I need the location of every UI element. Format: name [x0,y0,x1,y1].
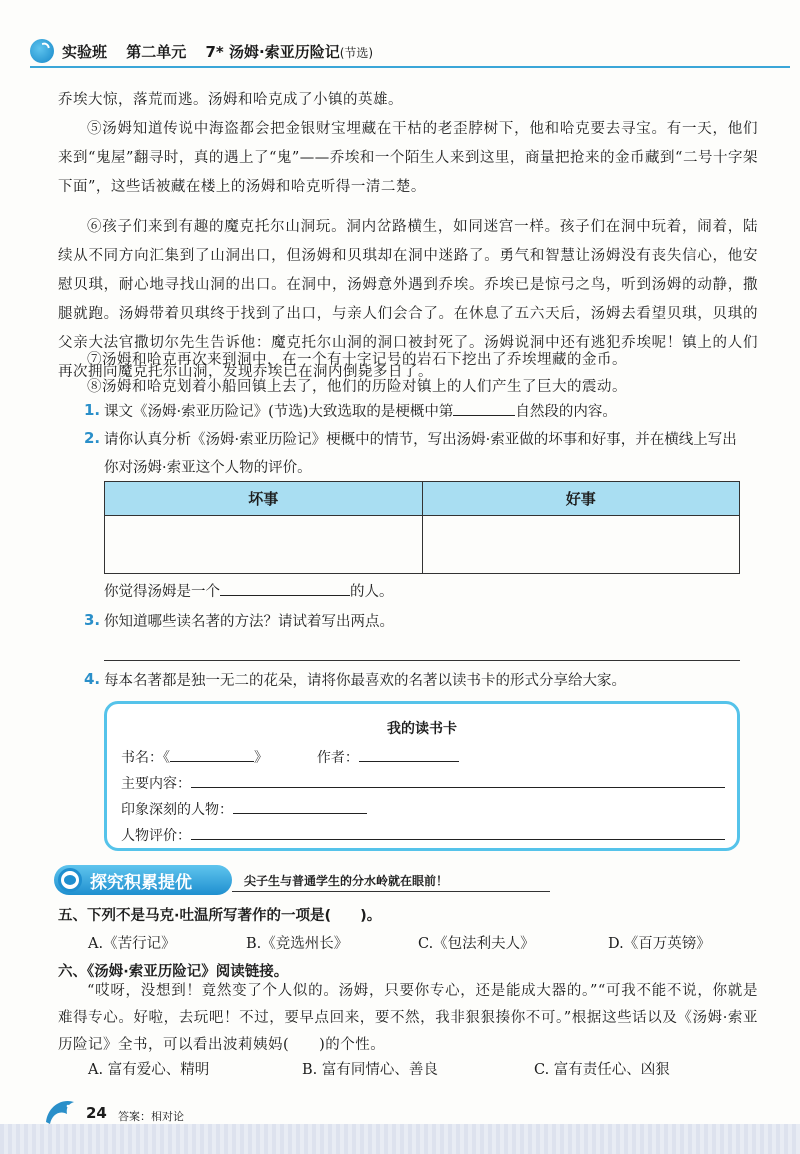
section-5-option-a[interactable]: A.《苦行记》 [88,936,176,952]
question-1: 课文《汤姆·索亚历险记》(节选)大致选取的是梗概中第 自然段的内容。 [104,398,744,426]
column-good-deeds: 好事 [565,490,596,508]
header-divider [30,66,790,68]
section-6-title: 六、《汤姆·索亚历险记》阅读链接。 [58,964,289,980]
reading-card [104,701,740,851]
question-4-number: 4. [84,670,101,688]
banner-tagline: 尖子生与普通学生的分水岭就在眼前！ [244,874,449,888]
feather-logo-icon [30,39,54,63]
deeds-table [104,481,740,574]
section-6-passage: “哎呀，没想到！竟然变了个人似的。汤姆，只要你专心，还是能成大器的。”“可我不能不说，你就是难得专心。好啦，去玩吧！不过，要早点回来，要不然，我非狠狠揍你不可。”根据这些话以及《汤姆·索亚历险记》全书，可以看出波莉姨妈( )的个性。 [58,983,758,1053]
bad-deeds-cell[interactable] [105,516,423,574]
footer-answer: 答案：相对论 [118,1110,184,1123]
question-2-number: 2. [84,429,101,447]
card-evaluation-row: 人物评价： [121,822,725,846]
footer-bar [0,1124,800,1154]
card-content-row: 主要内容： [121,770,725,794]
question-3-answer-line[interactable] [104,660,740,661]
page-number: 24 [86,1104,107,1122]
content-blank[interactable] [191,770,725,788]
tom-evaluation: 你觉得汤姆是一个 的人。 [104,578,744,606]
question-1-blank[interactable] [453,398,515,416]
section-banner [54,865,504,895]
tom-evaluation-blank[interactable] [220,578,350,596]
question-2-text: 请你认真分析《汤姆·索亚历险记》梗概中的情节，写出汤姆·索亚做的坏事和好事，并在横线上写出你对汤姆·索亚这个人物的评价。 [104,432,737,476]
story-paragraph-8: ⑧汤姆和哈克划着小船回镇上去了，他们的历险对镇上的人们产生了巨大的震动。 [87,379,627,395]
story-paragraph-top: 乔埃大惊，落荒而逃。汤姆和哈克成了小镇的英雄。 [58,92,403,108]
character-blank[interactable] [233,796,367,814]
header-unit: 第二单元 [126,42,187,61]
good-deeds-cell[interactable] [423,516,740,574]
question-1-number: 1. [84,401,101,419]
section-5-option-b[interactable]: B.《竞选州长》 [246,936,349,952]
section-5-title: 五、下列不是马克·吐温所写著作的一项是( )。 [58,908,382,924]
book-name-blank[interactable] [170,744,254,762]
section-5-option-c[interactable]: C.《包法利夫人》 [418,936,535,952]
author-blank[interactable] [359,744,459,762]
column-bad-deeds: 坏事 [105,482,423,515]
section-6-option-c[interactable]: C. 富有责任心、凶狠 [534,1062,670,1078]
story-paragraph-5: ⑤汤姆知道传说中海盗都会把金银财宝埋藏在干枯的老歪脖树下，他和哈克要去寻宝。有一天，他们来到“鬼屋”翻寻时，真的遇上了“鬼”——乔埃和一个陌生人来到这里，商量把抢来的金币藏到“二号十字架下面”，这些话被藏在楼上的汤姆和哈克听得一清二楚。 [58,121,758,195]
card-book-row: 书名：《 》 作者： [121,744,459,768]
page-header [0,0,800,80]
section-6-option-a[interactable]: A. 富有爱心、精明 [88,1062,210,1078]
header-brand: 实验班 [62,42,108,61]
story-paragraph-6: ⑥孩子们来到有趣的魔克托尔山洞玩。洞内岔路横生，如同迷宫一样。孩子们在洞中玩着，闹着，陆续从不同方向汇集到了山洞出口，但汤姆和贝琪却在洞中迷路了。勇气和智慧让汤姆没有丧失信心，他安慰贝琪，耐心地寻找山洞的出口。在洞中，汤姆意外遇到乔埃。乔埃已是惊弓之鸟，听到汤姆的动静，撒腿就跑。汤姆带着贝琪终于找到了出口，与亲人们会合了。在休息了五六天后，汤姆去看望贝琪，贝琪的父亲大法官撒切尔先生告诉他：魔克托尔山洞的洞口被封死了。汤姆说洞中还有逃犯乔埃呢！镇上的人们再次拥向魔克托尔山洞，发现乔埃已在洞内倒毙多日了。 [58,219,758,380]
section-6-option-b[interactable]: B. 富有同情心、善良 [302,1062,438,1078]
story-paragraph-7: ⑦汤姆和哈克再次来到洞中，在一个有十字记号的岩石下挖出了乔埃埋藏的金币。 [87,352,627,368]
banner-title: 探究积累提优 [90,872,192,893]
evaluation-blank[interactable] [191,822,725,840]
question-3-text: 你知道哪些读名著的方法？请试着写出两点。 [104,614,394,630]
question-4-text: 每本名著都是独一无二的花朵，请将你最喜欢的名著以读书卡的形式分享给大家。 [104,673,626,689]
section-5-option-d[interactable]: D.《百万英镑》 [608,936,711,952]
card-character-row: 印象深刻的人物： [121,796,367,820]
swirl-icon [58,868,82,892]
reading-card-title: 我的读书卡 [387,721,457,737]
question-3-number: 3. [84,611,101,629]
header-lesson: 7* 汤姆·索亚历险记(节选) [205,42,374,61]
